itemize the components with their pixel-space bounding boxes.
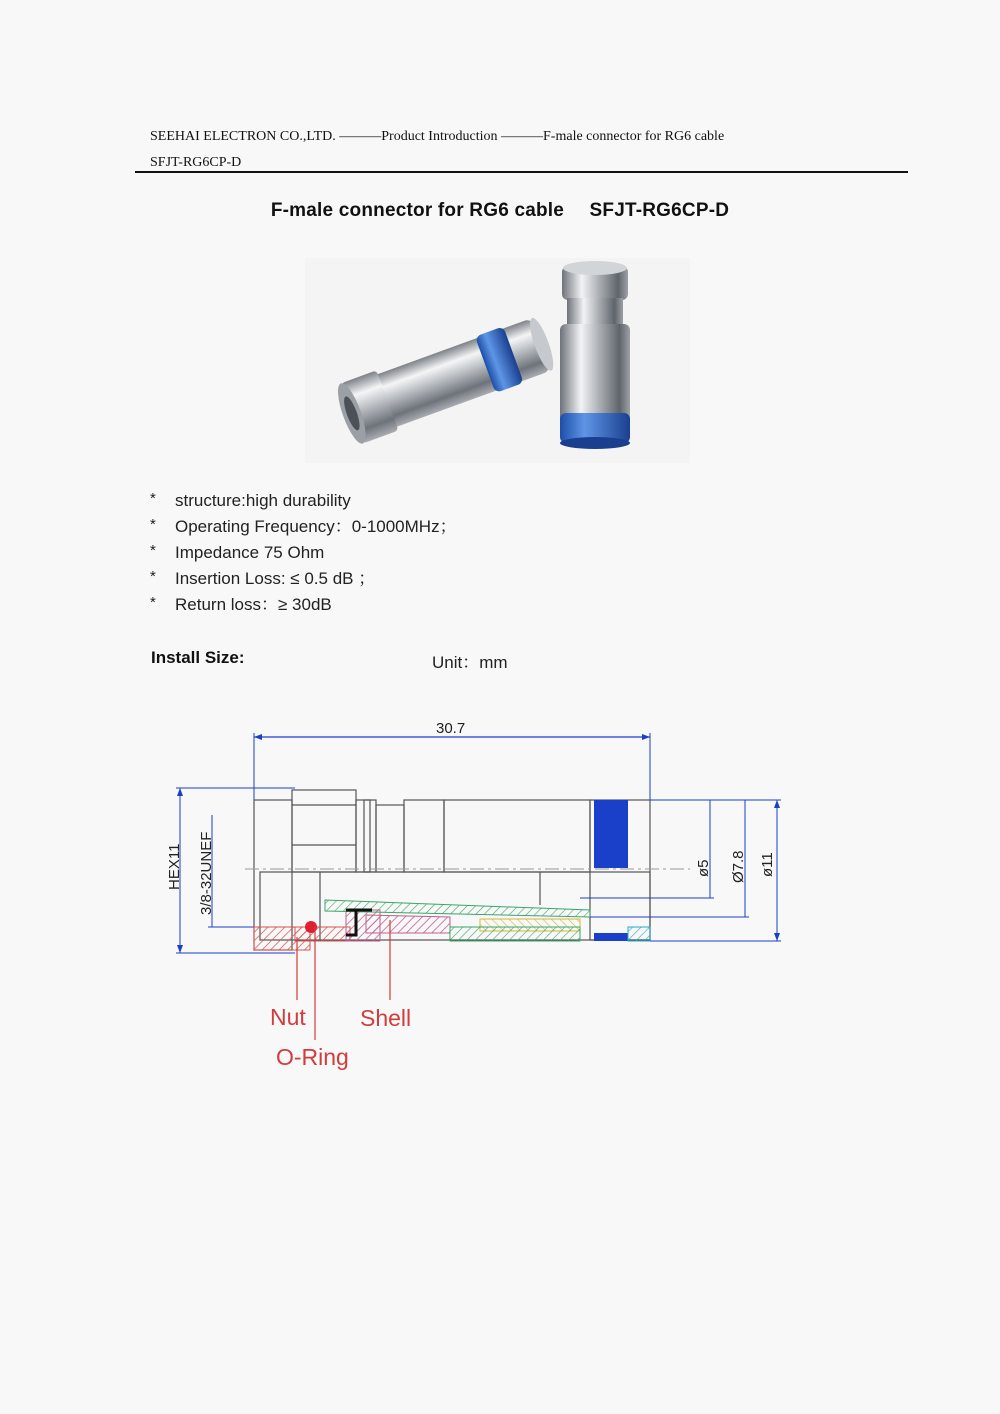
label-nut: Nut: [270, 1004, 306, 1030]
feature-item: [150, 592, 750, 618]
bullet: *: [150, 542, 156, 559]
feature-text: structure:high durability: [175, 491, 351, 510]
title-model: SFJT-RG6CP-D: [589, 200, 730, 221]
install-size-drawing: [150, 705, 800, 1085]
dimension-hex: HEX11: [166, 843, 183, 890]
blue-band: [594, 800, 628, 868]
feature-list: [150, 488, 750, 618]
header-line-2: SFJT-RG6CP-D: [150, 155, 242, 170]
title-product-name: F-male connector for RG6 cable: [270, 200, 565, 221]
install-size-label: Install Size:: [151, 648, 245, 667]
feature-text: Operating Frequency：0-1000MHz；: [175, 517, 457, 536]
connector-upright-image: [560, 261, 630, 449]
bullet: *: [150, 490, 156, 507]
feature-text: Return loss：≥ 30dB: [175, 595, 332, 614]
dimension-d2: Ø7.8: [730, 850, 747, 883]
feature-item: [150, 566, 750, 592]
feature-item: [150, 540, 750, 566]
feature-item: [150, 488, 750, 514]
feature-text: Impedance 75 Ohm: [175, 543, 325, 562]
header-divider: [135, 171, 908, 173]
feature-text: Insertion Loss: ≤ 0.5 dB ；: [175, 569, 376, 588]
product-photo: [305, 258, 690, 463]
header-line-1: SEEHAI ELECTRON CO.,LTD. ———Product Introduction ———F-male connector for RG6 cable: [150, 129, 725, 144]
document-header: [150, 124, 910, 176]
label-shell: Shell: [360, 1005, 412, 1031]
label-o-ring: O-Ring: [276, 1044, 349, 1070]
dimension-length: 30.7: [436, 720, 466, 737]
dimension-thread: 3/8-32UNEF: [198, 831, 215, 915]
bullet: *: [150, 594, 156, 611]
bullet: *: [150, 516, 156, 533]
dimension-d3: ø11: [759, 852, 776, 877]
page-title: [0, 200, 1000, 222]
feature-item: [150, 514, 750, 540]
bullet: *: [150, 568, 156, 585]
dimension-d1: ø5: [695, 859, 712, 877]
unit-label: Unit：mm: [432, 653, 508, 672]
